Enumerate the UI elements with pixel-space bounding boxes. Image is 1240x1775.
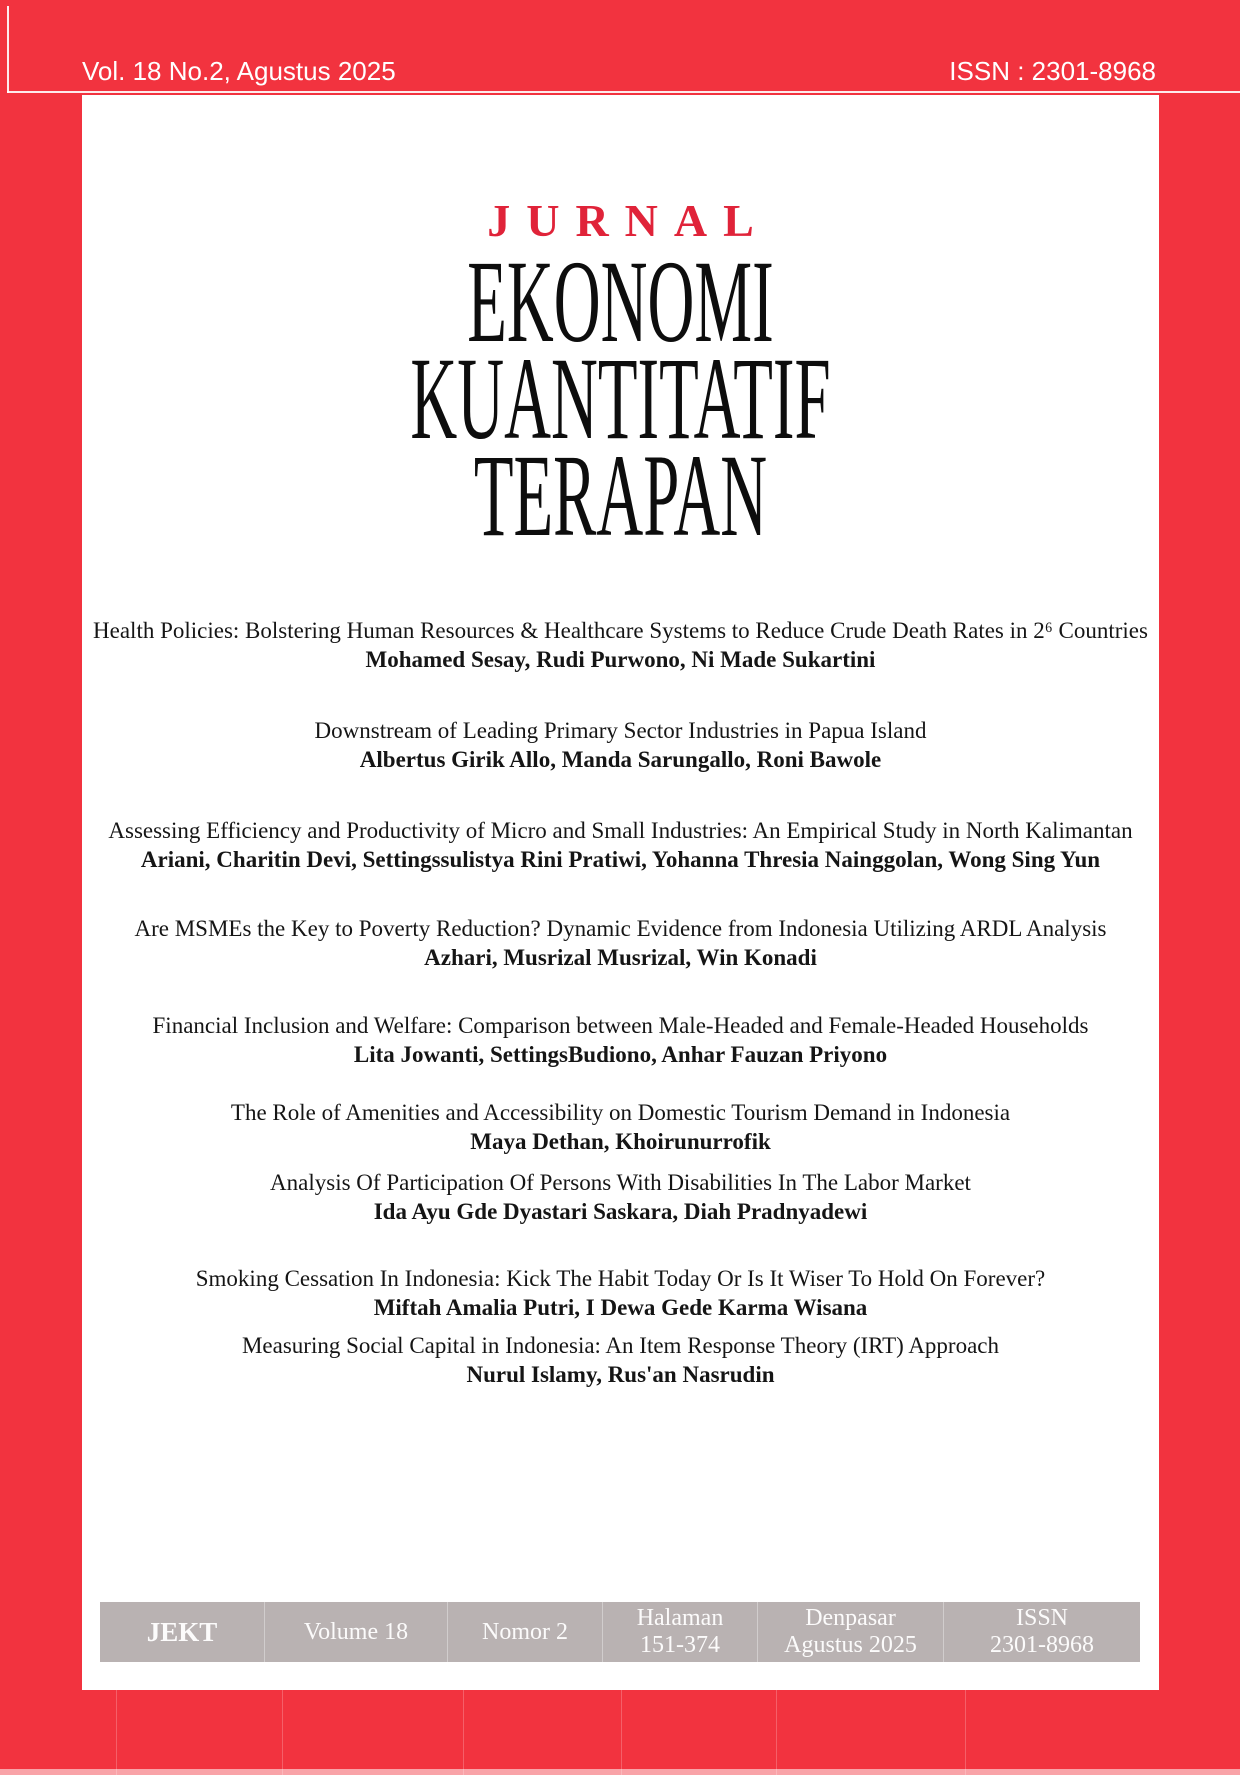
- left-white-hairline: [7, 6, 9, 93]
- article-entry: [82, 1098, 1159, 1156]
- artifact-line: [116, 1690, 117, 1775]
- article-entry: [82, 616, 1159, 674]
- article-entry: [82, 1264, 1159, 1322]
- cover-content-panel: [82, 95, 1159, 1690]
- footer-halaman-range: 151-374: [640, 1632, 720, 1658]
- footer-cell-denpasar: [758, 1602, 944, 1662]
- masthead-line-kuantitatif: KUANTITATIF: [410, 333, 831, 464]
- article-entry: [82, 1168, 1159, 1226]
- article-entry: [82, 716, 1159, 774]
- article-title: Measuring Social Capital in Indonesia: An Item Response Theory (IRT) Approach: [241, 1333, 1000, 1358]
- issn-header: ISSN : 2301-8968: [949, 56, 1156, 86]
- article-authors: Ariani, Charitin Devi, Settingssulistya Rini Pratiwi, Yohanna Thresia Nainggolan, Wong Sing Yun: [140, 847, 1101, 872]
- artifact-line: [282, 1690, 283, 1775]
- footer-info-table: [100, 1602, 1140, 1662]
- article-entry: [82, 1331, 1159, 1389]
- header-underline: [7, 91, 1240, 93]
- article-entry: [82, 914, 1159, 972]
- footer-issn-number: 2301-8968: [990, 1632, 1094, 1658]
- footer-cell-volume: [265, 1602, 448, 1662]
- article-title: The Role of Amenities and Accessibility on Domestic Tourism Demand in Indonesia: [230, 1100, 1011, 1125]
- footer-jekt-label: JEKT: [146, 1616, 218, 1647]
- article-list: [82, 616, 1159, 1389]
- footer-cell-halaman: [603, 1602, 758, 1662]
- article-title: Assessing Efficiency and Productivity of Micro and Small Industries: An Empirical Study in North Kalimantan: [108, 818, 1133, 843]
- artifact-line: [965, 1690, 966, 1775]
- article-title: Smoking Cessation In Indonesia: Kick The Habit Today Or Is It Wiser To Hold On Forever?: [195, 1266, 1046, 1291]
- masthead-line-ekonomi: EKONOMI: [467, 236, 774, 367]
- article-entry: [82, 1011, 1159, 1069]
- footer-cell-nomor: [448, 1602, 603, 1662]
- article-authors: Miftah Amalia Putri, I Dewa Gede Karma Wisana: [373, 1295, 868, 1320]
- article-title: Health Policies: Bolstering Human Resources & Healthcare Systems to Reduce Crude Death Rates in 2⁶ Countries: [93, 618, 1148, 643]
- masthead-line-terapan: TERAPAN: [473, 430, 768, 561]
- article-authors: Azhari, Musrizal Musrizal, Win Konadi: [424, 945, 817, 970]
- footer-cell-jekt: [100, 1602, 265, 1662]
- article-authors: Ida Ayu Gde Dyastari Saskara, Diah Pradnyadewi: [373, 1199, 868, 1224]
- article-authors: Mohamed Sesay, Rudi Purwono, Ni Made Sukartini: [365, 647, 876, 672]
- volume-issue-date: Vol. 18 No.2, Agustus 2025: [82, 56, 396, 86]
- artifact-line: [463, 1690, 464, 1775]
- article-authors: Lita Jowanti, SettingsBudiono, Anhar Fauzan Priyono: [353, 1042, 888, 1067]
- article-title: Financial Inclusion and Welfare: Comparison between Male-Headed and Female-Headed Households: [152, 1013, 1089, 1038]
- article-authors: Maya Dethan, Khoirunurrofik: [470, 1129, 771, 1154]
- article-entry: [82, 816, 1159, 874]
- masthead: [82, 195, 1159, 561]
- footer-date-label: Agustus 2025: [784, 1632, 917, 1658]
- article-authors: Nurul Islamy, Rus'an Nasrudin: [466, 1362, 775, 1387]
- footer-cell-issn: [944, 1602, 1140, 1662]
- artifact-line: [776, 1690, 777, 1775]
- footer-issn-label: ISSN: [1015, 1605, 1069, 1631]
- footer-nomor-label: Nomor 2: [482, 1618, 568, 1645]
- article-authors: Albertus Girik Allo, Manda Sarungallo, Roni Bawole: [359, 747, 882, 772]
- footer-volume-label: Volume 18: [303, 1618, 409, 1645]
- article-title: Are MSMEs the Key to Poverty Reduction? Dynamic Evidence from Indonesia Utilizing ARDL Analysis: [134, 916, 1107, 941]
- footer-city-label: Denpasar: [805, 1605, 896, 1631]
- top-red-band: [0, 0, 1240, 95]
- article-title: Analysis Of Participation Of Persons With Disabilities In The Labor Market: [270, 1170, 971, 1195]
- artifact-line: [621, 1690, 622, 1775]
- footer-halaman-label: Halaman: [636, 1605, 724, 1631]
- article-title: Downstream of Leading Primary Sector Industries in Papua Island: [314, 718, 927, 743]
- bottom-edge-strip: [0, 1769, 1240, 1775]
- masthead-kicker: JURNAL: [487, 195, 770, 246]
